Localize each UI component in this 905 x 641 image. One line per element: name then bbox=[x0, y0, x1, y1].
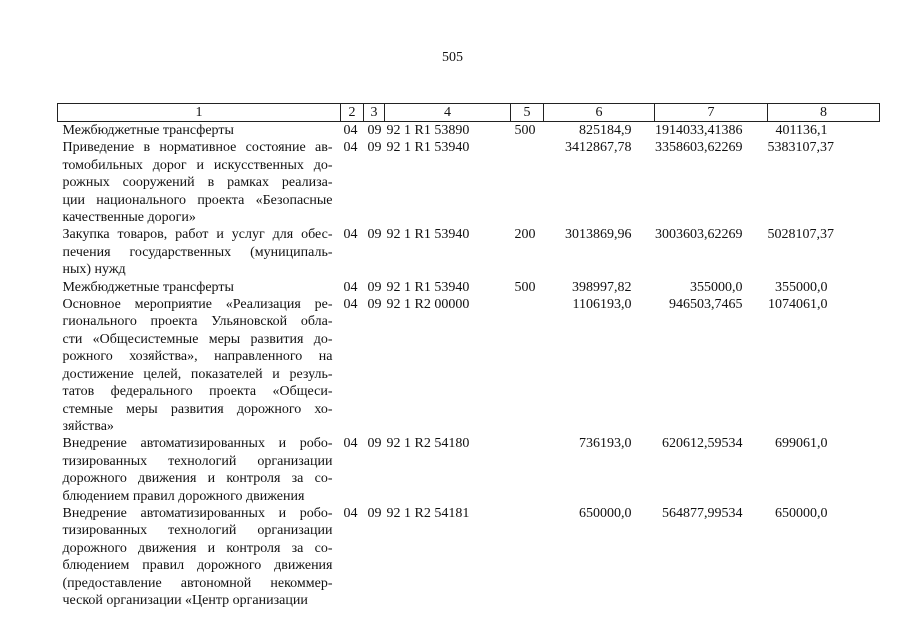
row-name-line: тизированных технологий организации bbox=[62, 453, 333, 469]
row-name-line: рожных сооружений в рамках реализа- bbox=[62, 175, 333, 191]
cell-c2: 04 bbox=[343, 227, 358, 243]
cell-c5 bbox=[511, 435, 544, 505]
table-row bbox=[58, 122, 880, 140]
row-name-line: сти «Общесистемные меры развития до- bbox=[62, 331, 333, 347]
cell-c4: 92 1 R2 54181 bbox=[386, 505, 470, 521]
cell-c4: 92 1 R1 53940 bbox=[386, 140, 470, 156]
row-name-line: тизированных технологий организации bbox=[62, 523, 333, 539]
cell-c3: 09 bbox=[367, 436, 382, 452]
header-col-5: 5 bbox=[511, 104, 544, 122]
cell-c2: 04 bbox=[343, 436, 358, 452]
header-col-8: 8 bbox=[768, 104, 880, 122]
row-name-line: ческой организации «Центр организации bbox=[62, 592, 308, 608]
cell-c7: 3003603,62269 bbox=[655, 227, 743, 243]
cell-c2: 04 bbox=[343, 140, 358, 156]
cell-c5 bbox=[511, 139, 544, 226]
cell-c5 bbox=[511, 296, 544, 435]
cell-c2: 04 bbox=[343, 297, 358, 313]
cell-c4: 92 1 R1 53940 bbox=[386, 279, 470, 295]
cell-c8: 355000,0 bbox=[775, 279, 828, 295]
cell-c8: 699061,0 bbox=[775, 436, 828, 452]
cell-c3: 09 bbox=[367, 140, 382, 156]
row-name-line: ции национального проекта «Безопасные bbox=[62, 192, 333, 208]
table-row bbox=[58, 139, 880, 226]
header-row bbox=[58, 104, 880, 122]
cell-c7: 564877,99534 bbox=[662, 505, 743, 521]
row-name-line: Закупка товаров, работ и услуг для обес- bbox=[62, 227, 333, 243]
row-name-line: печения государственных (муниципаль- bbox=[62, 244, 333, 260]
row-name bbox=[58, 505, 341, 609]
cell-c8: 5383107,37 bbox=[767, 140, 834, 156]
cell-c7: 1914033,41386 bbox=[655, 123, 743, 138]
cell-c7: 3358603,62269 bbox=[655, 140, 743, 156]
cell-c8: 650000,0 bbox=[775, 505, 828, 521]
page-number: 505 bbox=[442, 50, 463, 65]
row-name-line: гионального проекта Ульяновской обла- bbox=[62, 314, 333, 330]
cell-c5: 500 bbox=[514, 123, 536, 138]
cell-c6: 1106193,0 bbox=[572, 297, 632, 313]
cell-c2: 04 bbox=[343, 279, 358, 295]
table-row bbox=[58, 226, 880, 278]
budget-table bbox=[57, 103, 880, 609]
cell-c4: 92 1 R2 54180 bbox=[386, 436, 470, 452]
cell-c7: 946503,7465 bbox=[669, 297, 743, 313]
cell-c7: 620612,59534 bbox=[662, 436, 743, 452]
row-name-line: зяйства» bbox=[62, 418, 114, 434]
cell-c8: 401136,1 bbox=[775, 123, 828, 138]
row-name-line: татов федерального проекта «Общеси- bbox=[62, 384, 333, 400]
cell-c3: 09 bbox=[367, 505, 382, 521]
table-row bbox=[58, 296, 880, 435]
row-name bbox=[58, 226, 341, 278]
row-name bbox=[58, 296, 341, 435]
cell-c3: 09 bbox=[367, 297, 382, 313]
header-col-6: 6 bbox=[544, 104, 655, 122]
row-name-line: достижение целей, показателей и резуль- bbox=[62, 366, 333, 382]
row-name-line: Межбюджетные трансферты bbox=[62, 279, 234, 295]
cell-c4: 92 1 R1 53940 bbox=[386, 227, 470, 243]
row-name-line: дорожного движения и контроля за со- bbox=[62, 540, 333, 556]
row-name-line: рожного хозяйства», направленного на bbox=[62, 349, 333, 365]
cell-c6: 3412867,78 bbox=[565, 140, 632, 156]
cell-c5: 200 bbox=[514, 227, 536, 243]
row-name-line: дорожного движения и контроля за со- bbox=[62, 471, 333, 487]
row-name bbox=[58, 435, 341, 505]
cell-c7: 355000,0 bbox=[690, 279, 743, 295]
row-name-line: (предоставление автономной некоммер- bbox=[62, 575, 333, 591]
row-name-line: Основное мероприятие «Реализация ре- bbox=[62, 297, 333, 313]
table-row bbox=[58, 279, 880, 296]
row-name-line: Внедрение автоматизированных и робо- bbox=[62, 505, 333, 521]
header-col-1: 1 bbox=[58, 104, 341, 122]
row-name bbox=[58, 279, 341, 296]
cell-c2: 04 bbox=[343, 505, 358, 521]
row-name-line: Приведение в нормативное состояние ав- bbox=[62, 140, 333, 156]
row-name bbox=[58, 122, 341, 140]
table-row bbox=[58, 435, 880, 505]
cell-c3: 09 bbox=[367, 123, 382, 138]
row-name-line: блюдением правил дорожного движения bbox=[62, 488, 305, 504]
cell-c6: 825184,9 bbox=[579, 123, 632, 138]
cell-c3: 09 bbox=[367, 227, 382, 243]
row-name bbox=[58, 139, 341, 226]
header-col-7: 7 bbox=[655, 104, 768, 122]
row-name-line: томобильных дорог и искусственных до- bbox=[62, 157, 333, 173]
cell-c4: 92 1 R1 53890 bbox=[386, 123, 470, 138]
cell-c6: 398997,82 bbox=[572, 279, 632, 295]
header-col-2: 2 bbox=[341, 104, 364, 122]
row-name-line: Внедрение автоматизированных и робо- bbox=[62, 436, 333, 452]
row-name-line: качественные дороги» bbox=[62, 210, 196, 226]
cell-c5 bbox=[511, 505, 544, 609]
cell-c6: 650000,0 bbox=[579, 505, 632, 521]
header-col-4: 4 bbox=[385, 104, 511, 122]
cell-c8: 5028107,37 bbox=[767, 227, 834, 243]
cell-c6: 736193,0 bbox=[579, 436, 632, 452]
cell-c3: 09 bbox=[367, 279, 382, 295]
row-name-line: блюдением правил дорожного движения bbox=[62, 558, 333, 574]
cell-c6: 3013869,96 bbox=[565, 227, 632, 243]
row-name-line: Межбюджетные трансферты bbox=[62, 123, 234, 138]
table-row bbox=[58, 505, 880, 609]
cell-c4: 92 1 R2 00000 bbox=[386, 297, 470, 313]
cell-c5: 500 bbox=[514, 279, 536, 295]
header-col-3: 3 bbox=[364, 104, 385, 122]
row-name-line: стемные меры развития дорожного хо- bbox=[62, 401, 333, 417]
row-name-line: ных) нужд bbox=[62, 262, 126, 278]
cell-c8: 1074061,0 bbox=[768, 297, 828, 313]
cell-c2: 04 bbox=[343, 123, 358, 138]
